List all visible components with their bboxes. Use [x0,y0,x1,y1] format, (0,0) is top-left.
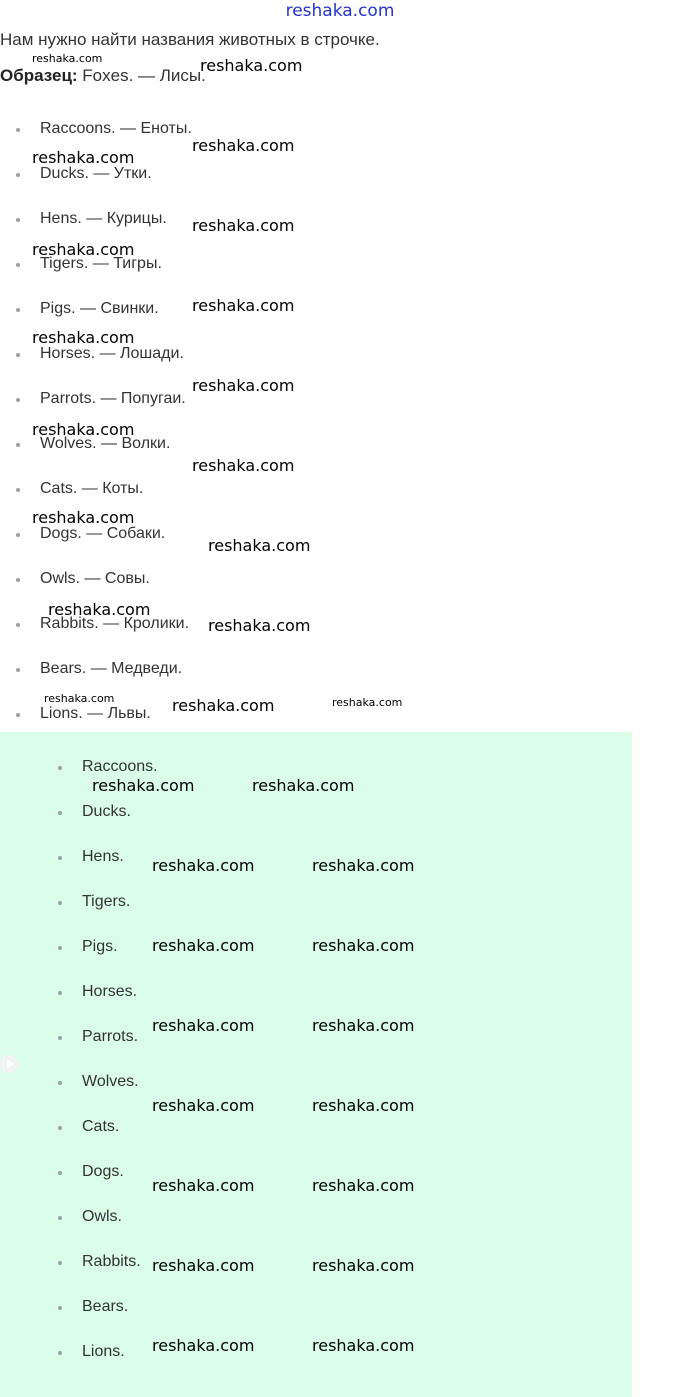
list-item [40,525,165,543]
watermark-text: reshaka.com [192,216,295,235]
list-item [40,390,186,408]
list-item-text: Lions. — Львы. [40,705,151,722]
bullet-icon [58,1126,62,1130]
watermark-text: reshaka.com [312,1016,415,1035]
bullet-icon [16,128,20,132]
list-item-text: Hens. [82,848,124,865]
watermark-text: reshaka.com [252,776,355,795]
list-item-text: Dogs. [82,1163,124,1180]
watermark-text: reshaka.com [32,328,135,347]
bullet-icon [16,623,20,627]
list-item-text: Tigers. — Тигры. [40,255,162,272]
list-item [40,210,167,228]
watermark-text: reshaka.com [332,696,403,709]
watermark-text: reshaka.com [152,1096,255,1115]
bullet-icon [58,1081,62,1085]
list-item-text: Lions. [82,1343,125,1360]
list-item-text: Cats. — Коты. [40,480,144,497]
list-item [40,300,159,318]
watermark-text: reshaka.com [312,936,415,955]
watermark-text: reshaka.com [192,456,295,475]
bullet-icon [16,218,20,222]
list-item-text: Bears. — Медведи. [40,660,183,677]
watermark-text: reshaka.com [44,692,115,705]
watermark-text: reshaka.com [152,936,255,955]
list-item [82,938,118,956]
bullet-icon [58,1261,62,1265]
watermark-text: reshaka.com [152,1176,255,1195]
bullet-icon [58,766,62,770]
list-item [40,705,151,723]
list-item-text: Pigs. [82,938,118,955]
list-item-text: Raccoons. — Еноты. [40,120,192,137]
watermark-text: reshaka.com [92,776,195,795]
bullet-icon [16,668,20,672]
bullet-icon [16,398,20,402]
list-item [82,1163,124,1181]
bullet-icon [58,991,62,995]
list-item [82,1343,125,1361]
watermark-text: reshaka.com [152,1336,255,1355]
watermark-text: reshaka.com [152,1016,255,1035]
sample-label: Образец: [0,66,78,85]
list-item-text: Horses. — Лошади. [40,345,184,362]
watermark-text: reshaka.com [172,696,275,715]
task-sample [0,66,206,86]
watermark-text: reshaka.com [192,376,295,395]
list-item [40,480,143,498]
list-item [82,758,158,776]
play-icon[interactable] [0,1055,18,1073]
list-item-text: Parrots. — Попугаи. [40,390,186,407]
list-item-text: Hens. — Курицы. [40,210,167,227]
watermark-text: reshaka.com [192,136,295,155]
bullet-icon [58,1306,62,1310]
list-item-text: Wolves. — Волки. [40,435,171,452]
list-item [82,1073,139,1091]
list-item [82,1118,119,1136]
watermark-text: reshaka.com [312,1256,415,1275]
list-item-text: Owls. — Совы. [40,570,150,587]
bullet-icon [16,488,20,492]
bullet-icon [58,1216,62,1220]
bullet-icon [16,263,20,267]
list-item-text: Pigs. — Свинки. [40,300,159,317]
list-item-text: Raccoons. [82,758,158,775]
watermark-text: reshaka.com [32,420,135,439]
list-item-text: Ducks. [82,803,131,820]
task-intro: Нам нужно найти названия животных в строчке. [0,30,380,49]
list-item [82,1208,122,1226]
list-item [82,1298,128,1316]
list-item [82,983,137,1001]
bullet-icon [16,578,20,582]
watermark-text: reshaka.com [208,616,311,635]
sample-text: Foxes. — Лисы. [77,66,206,85]
watermark-text: reshaka.com [152,1256,255,1275]
list-item-text: Ducks. — Утки. [40,165,152,182]
list-item-text: Cats. [82,1118,120,1135]
list-item [40,165,152,183]
list-item [82,848,124,866]
list-item [40,345,184,363]
watermark-text: reshaka.com [152,856,255,875]
list-item-text: Wolves. [82,1073,139,1090]
list-item [82,1028,138,1046]
watermark-text: reshaka.com [208,536,311,555]
site-link[interactable]: reshaka.com [285,1,395,21]
bullet-icon [58,811,62,815]
bullet-icon [58,1351,62,1355]
bullet-icon [58,1171,62,1175]
list-item-text: Parrots. [82,1028,139,1045]
bullet-icon [16,353,20,357]
watermark-text: reshaka.com [32,52,103,65]
watermark-text: reshaka.com [32,508,135,527]
watermark-text: reshaka.com [200,56,303,75]
list-item-text: Rabbits. — Кролики. [40,615,190,632]
list-item [40,120,192,138]
bullet-icon [16,533,20,537]
watermark-text: reshaka.com [312,1336,415,1355]
bullet-icon [16,443,20,447]
watermark-text: reshaka.com [192,296,295,315]
list-item [82,1253,141,1271]
watermark-text: reshaka.com [32,148,135,167]
bullet-icon [16,308,20,312]
watermark-text: reshaka.com [312,856,415,875]
watermark-text: reshaka.com [312,1096,415,1115]
list-item [82,893,130,911]
list-item-text: Owls. [82,1208,122,1225]
bullet-icon [58,901,62,905]
list-item-text: Tigers. [82,893,131,910]
watermark-text: reshaka.com [312,1176,415,1195]
list-item-text: Rabbits. [82,1253,141,1270]
bullet-icon [16,173,20,177]
bullet-icon [58,946,62,950]
list-item-text: Horses. [82,983,138,1000]
list-item-text: Dogs. — Собаки. [40,525,166,542]
bullet-icon [16,713,20,717]
list-item [40,570,150,588]
watermark-text: reshaka.com [32,240,135,259]
bullet-icon [58,856,62,860]
watermark-text: reshaka.com [48,600,151,619]
list-item [40,660,182,678]
list-item-text: Bears. [82,1298,129,1315]
list-item [82,803,131,821]
bullet-icon [58,1036,62,1040]
